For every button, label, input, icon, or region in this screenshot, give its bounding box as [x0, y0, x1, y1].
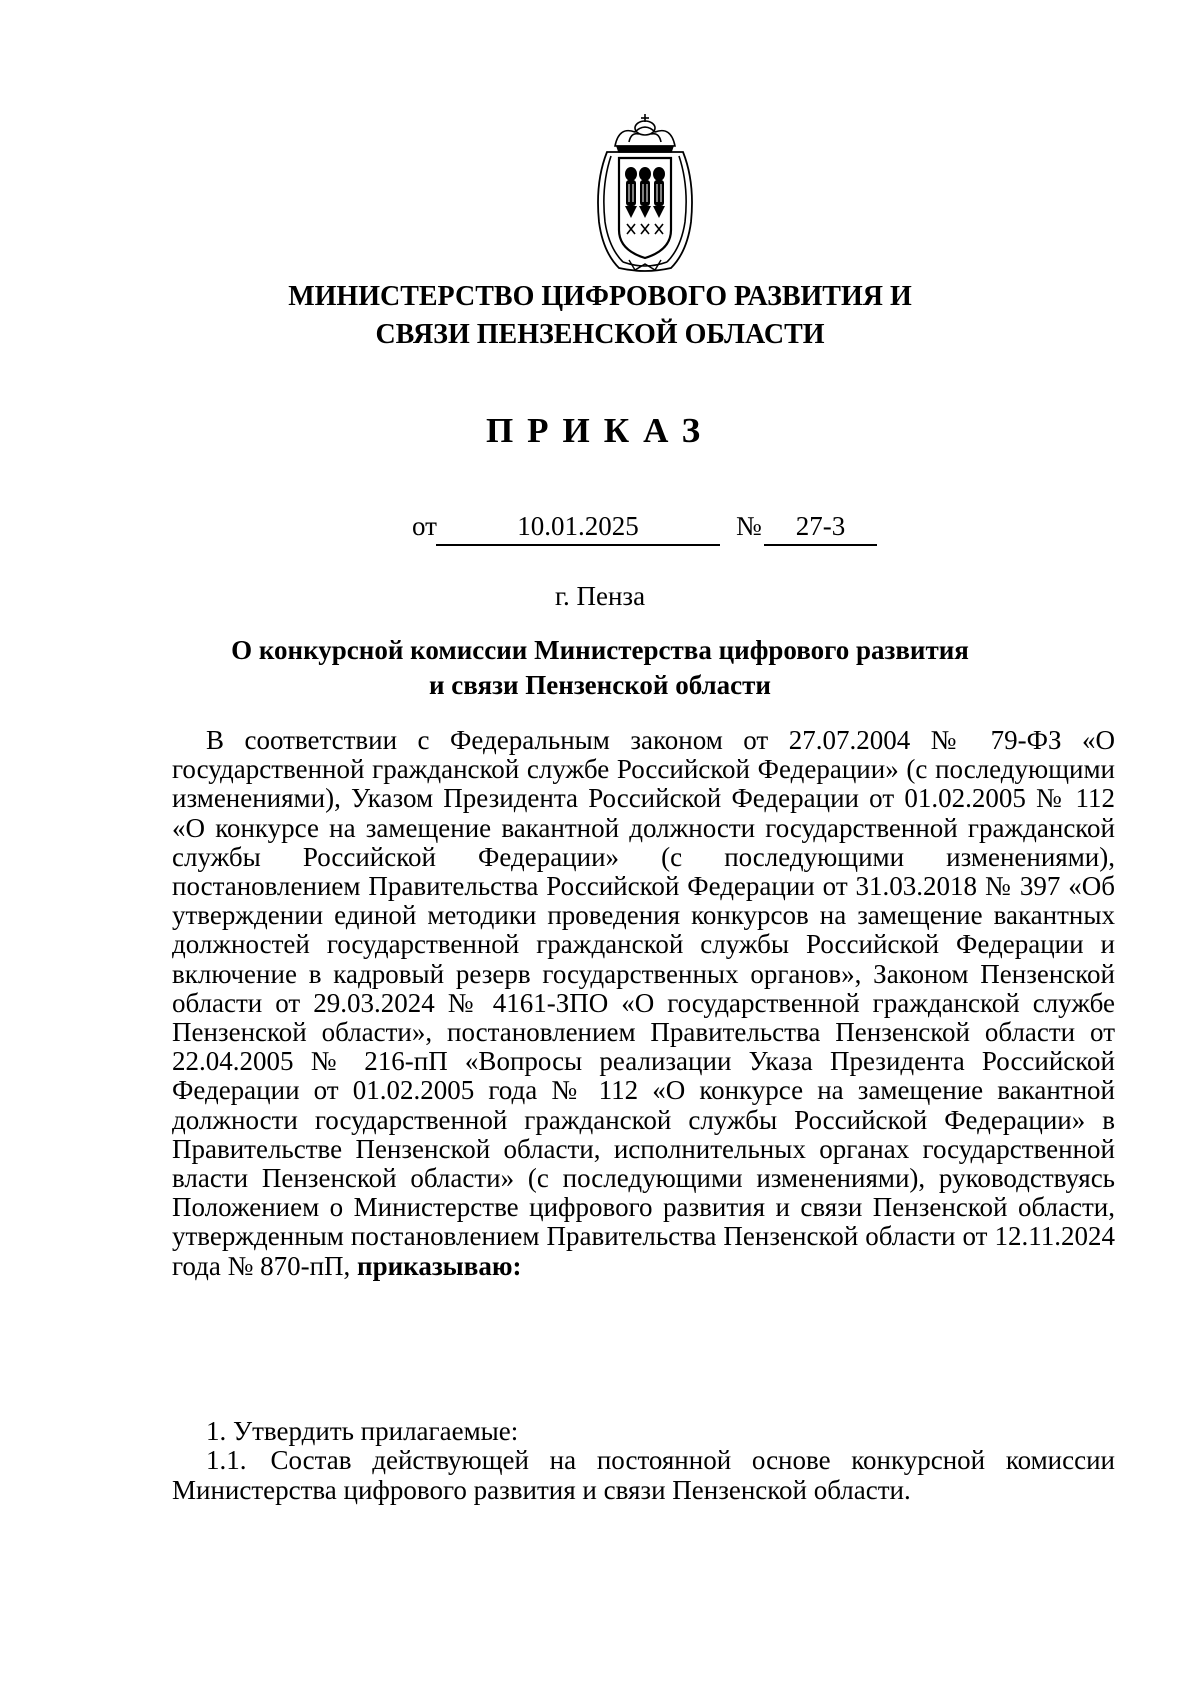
- preamble-text: В соответствии с Федеральным законом от 27.07.2004 № 79-ФЗ «О государственной гражданской службе Российской Федерации» (с последующими изменениями), Указом Президента Российской Федерации от 01.02.2005 № 112 «О конкурсе на замещение вакантной должности государственной гражданской службы Российской Федерации» (с последующими изменениями), постановлением Правительства Российской Федерации от 31.03.2018 № 397 «Об утверждении единой методики проведения конкурсов на замещение вакантных должностей государственной гражданской службы Российской Федерации и включение в кадровый резерв государственных органов», Законом Пензенской области от 29.03.2024 № 4161-ЗПО «О государственной гражданской службе Пензенской области», постановлением Правительства Пензенской области от 22.04.2005 № 216-пП «Вопросы реализации Указа Президента Российской Федерации от 01.02.2005 года № 112 «О конкурсе на замещение вакантной должности государственной гражданской службы Российской Федерации» в Правительстве Пензенской области, исполнительных органах государственной власти Пензенской области» (с последующими изменениями), руководствуясь Положением о Министерстве цифрового развития и связи Пензенской области, утвержденным постановлением Правительства Пензенской области от 12.11.2024 года № 870-пП,: [172, 725, 1115, 1281]
- ministry-name: [200, 278, 1000, 354]
- item-1: 1. Утвердить прилагаемые:: [206, 1416, 519, 1446]
- item-1-1: [172, 1446, 1115, 1505]
- document-type-title: ПРИКАЗ: [485, 411, 715, 450]
- date-label: от: [412, 511, 437, 541]
- document-date: 10.01.2025: [436, 508, 720, 546]
- document-subject: [200, 633, 1000, 703]
- subject-line1: О конкурсной комиссии Министерства цифрового развития: [231, 635, 969, 665]
- subject-line2: и связи Пензенской области: [429, 670, 771, 700]
- document-meta-row: [0, 508, 1200, 544]
- ministry-name-line1: МИНИСТЕРСТВО ЦИФРОВОГО РАЗВИТИЯ И: [288, 281, 912, 312]
- city-name: г. Пенза: [554, 581, 646, 611]
- item-1-1-number: 1.1.: [206, 1445, 247, 1475]
- preamble-paragraph: [172, 726, 1115, 1281]
- item-1-1-text: Состав действующей на постоянной основе конкурсной комиссии Министерства цифрового развития и связи Пензенской области.: [172, 1445, 1115, 1505]
- number-label: №: [736, 511, 762, 541]
- ministry-name-line2: СВЯЗИ ПЕНЗЕНСКОЙ ОБЛАСТИ: [375, 319, 825, 350]
- document-number: 27-3: [764, 508, 877, 546]
- order-verb: приказываю:: [357, 1250, 522, 1281]
- coat-of-arms-icon: [589, 112, 701, 274]
